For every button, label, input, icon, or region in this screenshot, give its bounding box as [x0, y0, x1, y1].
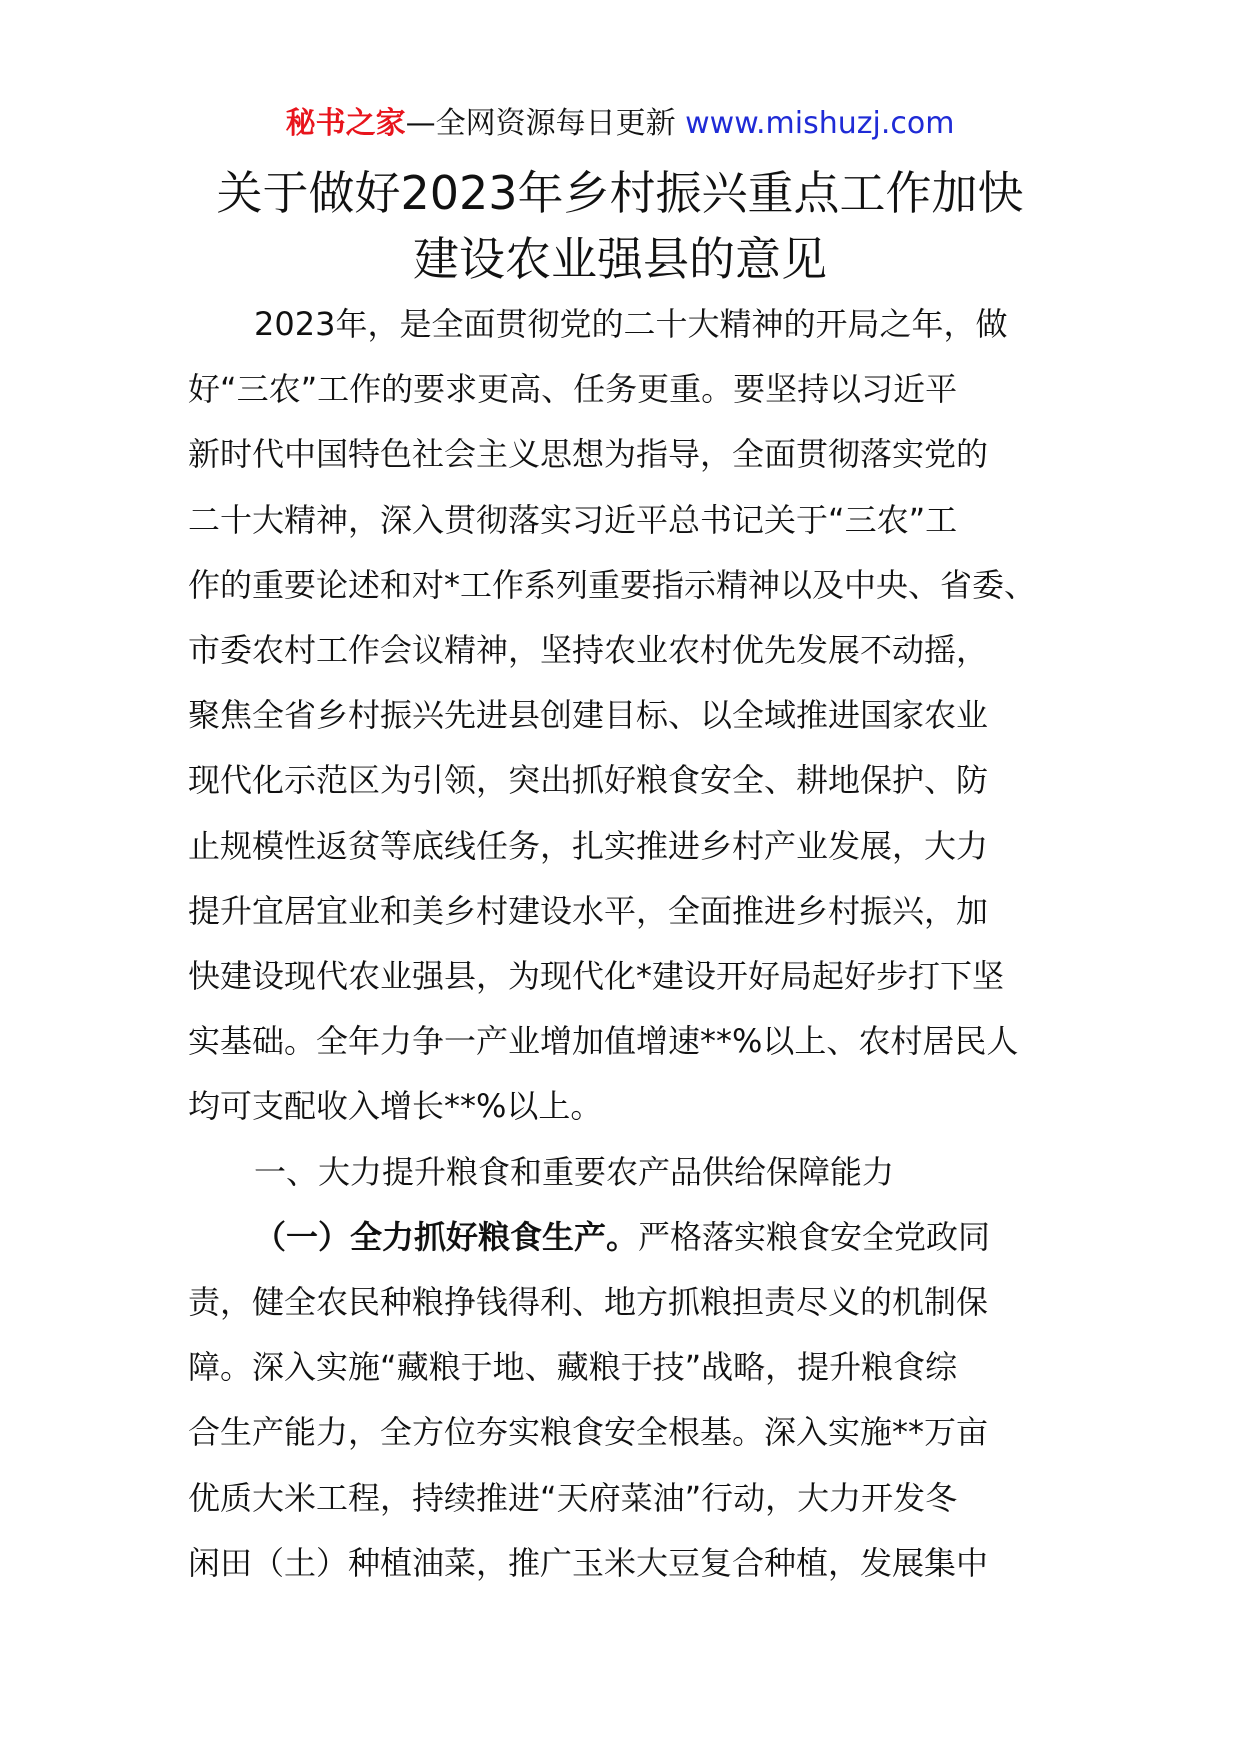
paragraph-line: [188, 1205, 1068, 1270]
paragraph-line: 好“三农”工作的要求更高、任务更重。要坚持以习近平: [188, 370, 958, 409]
paragraph-line: 闲田（土）种植油菜，推广玉米大豆复合种植，发展集中: [188, 1543, 989, 1582]
paragraph-line: 作的重要论述和对*工作系列重要指示精神以及中央、省委、: [188, 565, 1037, 604]
paragraph-line: 快建设现代农业强县，为现代化*建设开好局起好步打下坚: [188, 957, 1005, 996]
paragraph-line: 提升宜居宜业和美乡村建设水平，全面推进乡村振兴，加: [188, 891, 989, 930]
paragraph-line: 止规模性返贫等底线任务，扎实推进乡村产业发展，大力: [188, 826, 989, 865]
paragraph-line: 优质大米工程，持续推进“天府菜油”行动，大力开发冬: [188, 1478, 958, 1517]
subsection-paragraph: [188, 1205, 1068, 1596]
document-body: [188, 292, 1068, 1596]
subsection-heading: （一）全力抓好粮食生产。: [254, 1217, 639, 1256]
site-brand-name: 秘书之家: [285, 106, 406, 141]
site-url-link[interactable]: www.mishuzj.com: [685, 106, 955, 141]
paragraph-line: 新时代中国特色社会主义思想为指导，全面贯彻落实党的: [188, 435, 989, 474]
subsection-text: 严格落实粮食安全党政同: [638, 1217, 991, 1256]
site-banner: [0, 100, 1240, 148]
paragraph-line: 均可支配收入增长**%以上。: [188, 1087, 603, 1126]
paragraph-line: 二十大精神，深入贯彻落实习近平总书记关于“三农”工: [188, 500, 958, 539]
paragraph-line: 障。深入实施“藏粮于地、藏粮于技”战略，提升粮食综: [188, 1348, 958, 1387]
document-title: [150, 160, 1090, 292]
paragraph-line: 合生产能力，全方位夯实粮食安全根基。深入实施**万亩: [188, 1413, 989, 1452]
section-heading-text: 一、大力提升粮食和重要农产品供给保障能力: [254, 1152, 895, 1191]
paragraph-line: 聚焦全省乡村振兴先进县创建目标、以全域推进国家农业: [188, 696, 989, 735]
paragraph-line: 市委农村工作会议精神，坚持农业农村优先发展不动摇，: [188, 631, 989, 670]
title-line: 关于做好2023年乡村振兴重点工作加快: [216, 166, 1024, 220]
section-heading: [188, 1140, 1068, 1205]
paragraph-line: 现代化示范区为引领，突出抓好粮食安全、耕地保护、防: [188, 761, 989, 800]
paragraph-line: 实基础。全年力争一产业增加值增速**%以上、农村居民人: [188, 1022, 1019, 1061]
paragraph-line: 责，健全农民种粮挣钱得利、地方抓粮担责尽义的机制保: [188, 1283, 989, 1322]
paragraph-line: 2023年，是全面贯彻党的二十大精神的开局之年，做: [254, 305, 1008, 343]
title-line: 建设农业强县的意见: [413, 232, 827, 286]
site-tagline: —全网资源每日更新: [405, 106, 676, 141]
intro-paragraph: [188, 292, 1068, 1140]
